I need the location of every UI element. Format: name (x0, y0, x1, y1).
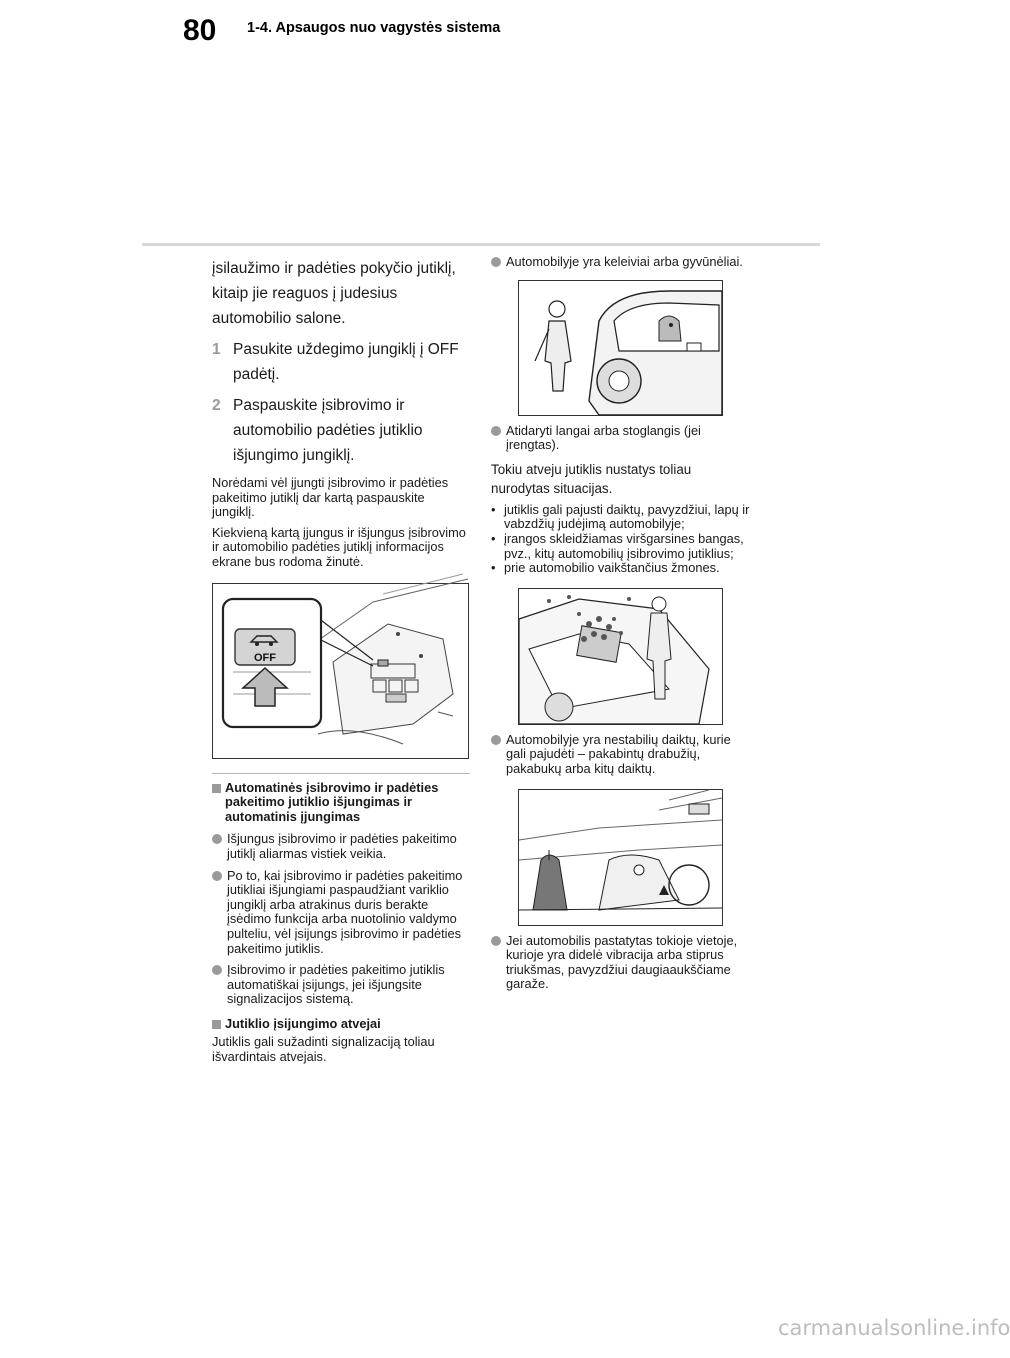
bullet-dot-icon (491, 936, 501, 946)
figure-off-label: OFF (254, 651, 276, 664)
square-marker-icon (212, 1020, 221, 1029)
step-number: 2 (212, 397, 221, 414)
step-1 (212, 337, 470, 387)
section-title: 1-4. Apsaugos nuo vagystės sistema (247, 20, 501, 36)
bullet-dot-icon (491, 426, 501, 436)
situations-intro: Tokiu atveju jutiklis nustatys toliau nurodytas situacijas. (491, 461, 692, 497)
bullet-item (212, 963, 470, 1007)
bullet-item (212, 832, 470, 861)
figure-hanging-items (518, 789, 723, 926)
section-divider (212, 773, 470, 774)
bullet-text: Atidaryti langai arba stoglangis (jei įrengtas). (506, 422, 701, 453)
bullet-text: Įsibrovimo ir padėties pakeitimo jutiklis automatiškai įsijungs, jei išjungsite signalizacijos sistemą. (227, 962, 445, 1007)
heading-text: Automatinės įsibrovimo ir padėties pakeitimo jutiklio išjungimas ir automatinis įjungimas (225, 779, 439, 824)
page-number: 80 (183, 14, 217, 47)
bullet-dot-icon (212, 871, 222, 881)
intro-text: įsilaužimo ir padėties pokyčio jutiklį, kitaip jie reaguos į judesius automobilio salone. (212, 260, 456, 327)
person-and-dog-in-car-illustration (519, 281, 722, 415)
list-item: • jutiklis gali pajusti daiktų, pavyzdžiui, lapų ir vabzdžių judėjimą automobilyje; (491, 501, 750, 532)
figure-overhead-switch (212, 583, 469, 759)
list-item: • prie automobilio vaikštančius žmones. (491, 560, 720, 576)
bullet-text: Po to, kai įsibrovimo ir padėties pakeitimo jutikliai išjungiami paspaudžiant variklio jungiklį arba atrakinus duris berakte įsėdimo funkcija arba nuotolinio valdymo pulteliu, vėl įsijungs įsibrovimo ir padėties pakeitimo jutiklis. (227, 867, 463, 956)
bullet-text: Automobilyje yra nestabilių daiktų, kurie gali pajudėti – pakabintų drabužių, pakabukų arba kitų daiktų. (506, 731, 731, 776)
bullet-item (491, 424, 751, 453)
overhead-console-illustration (213, 584, 468, 758)
header-rule (142, 243, 820, 246)
bullet-text: Jei automobilis pastatytas tokioje vietoje, kurioje yra didelė vibracija arba stiprus triukšmas, pavyzdžiui daugiaaukščiame garaže. (506, 932, 738, 992)
step-2 (212, 393, 470, 468)
bullet-item (212, 869, 470, 957)
note-message: Kiekvieną kartą įjungus ir išjungus įsibrovimo ir automobilio padėties jutiklį informacijos ekrane bus rodoma žinutė. (212, 524, 466, 569)
heading-activation-cases (212, 1017, 470, 1032)
bullet-dot-icon (212, 834, 222, 844)
step-text: Paspauskite įsibrovimo ir automobilio padėties jutiklio išjungimo jungiklį. (233, 397, 423, 464)
list-item: • įrangos skleidžiamas viršgarsines bangas, pvz., kitų automobilių įsibrovimo jutiklius; (491, 530, 744, 561)
bullet-dot-icon (212, 965, 222, 975)
right-column (491, 255, 751, 999)
left-column (212, 256, 470, 1071)
step-number: 1 (212, 341, 221, 358)
note-reactivate: Norėdami vėl įjungti įsibrovimo ir padėties pakeitimo jutiklį dar kartą paspauskite jungiklį. (212, 475, 449, 520)
situations-list (491, 503, 751, 576)
bullet-item (491, 255, 751, 270)
figure-sunroof-leaves (518, 588, 723, 725)
step-text: Pasukite uždegimo jungiklį į OFF padėtį. (233, 341, 459, 383)
bullet-dot-icon (491, 257, 501, 267)
bullet-text: Išjungus įsibrovimo ir padėties pakeitimo jutiklį aliarmas vistiek veikia. (227, 831, 457, 861)
footer-watermark: carmanualsonline.info (778, 1316, 1010, 1340)
closing-text: Jutiklis gali sužadinti signalizaciją toliau išvardintais atvejais. (212, 1034, 435, 1065)
bullet-dot-icon (491, 735, 501, 745)
figure-passengers-pets (518, 280, 723, 416)
square-marker-icon (212, 784, 221, 793)
bullet-text: Automobilyje yra keleiviai arba gyvūnėliai. (506, 254, 743, 269)
heading-auto-disable (212, 781, 470, 825)
leaves-through-sunroof-illustration (519, 589, 722, 724)
bullet-item (491, 733, 751, 777)
hanging-clothes-illustration (519, 790, 722, 925)
bullet-item (491, 934, 751, 992)
heading-text: Jutiklio įsijungimo atvejai (225, 1015, 381, 1031)
